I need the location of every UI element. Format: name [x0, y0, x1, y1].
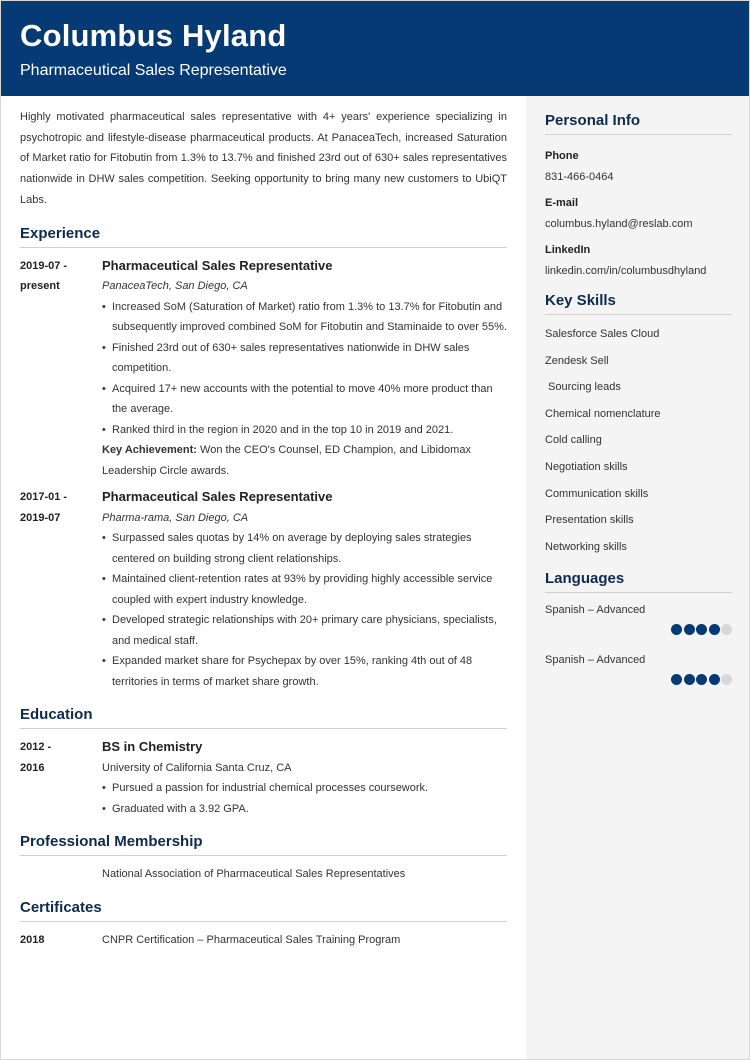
- language-name: Spanish – Advanced: [545, 654, 646, 666]
- entry-body: [102, 737, 507, 819]
- rating-dot-filled: [696, 674, 707, 685]
- membership-heading: Professional Membership: [20, 833, 507, 856]
- phone-value: 831-466-0464: [545, 171, 614, 183]
- entry-date-end: present: [20, 280, 60, 293]
- list-item: • Maintained client-retention rates at 93% by providing highly accessible service coupled with expert industry knowledge.: [102, 569, 507, 610]
- rating-dot-filled: [709, 674, 720, 685]
- degree: BS in Chemistry: [102, 739, 203, 755]
- languages-heading: Languages: [545, 570, 732, 593]
- list-item: • Graduated with a 3.92 GPA.: [102, 799, 507, 820]
- entry-date-start: 2017-01 -: [20, 491, 68, 504]
- language-item: [545, 654, 732, 690]
- entry-date-start: 2019-07 -: [20, 259, 68, 272]
- personal-info-section: [545, 112, 732, 282]
- skill-item: Sourcing leads: [545, 381, 621, 394]
- certificates-heading: Certificates: [20, 899, 507, 922]
- list-item: • Acquired 17+ new accounts with the potential to move 40% more product than the average.: [102, 379, 507, 420]
- entry-body: [102, 487, 507, 692]
- entry-bullets: [102, 297, 507, 441]
- candidate-name: Columbus Hyland: [20, 18, 287, 53]
- entry-role: Pharmaceutical Sales Representative: [102, 257, 333, 273]
- summary: Highly motivated pharmaceutical sales representative with 4+ years' experience specializing in psychotropic and lifestyle-disease pharmaceutical products. At PanaceaTech, increased Saturation of Market ratio for Fitobutin from 1.3% to 13.7% and finished 23rd out of 630+ sales representatives nationwide in DHW sales competition. Seeking opportunity to bring many new customers to UbiQT Labs.: [20, 111, 507, 206]
- rating-dot-empty: [721, 624, 732, 635]
- entry-role: Pharmaceutical Sales Representative: [102, 489, 333, 505]
- rating-dot-filled: [684, 624, 695, 635]
- entry-date: [20, 737, 95, 778]
- rating-dot-filled: [671, 674, 682, 685]
- experience-heading: Experience: [20, 225, 507, 248]
- languages-section: [545, 570, 732, 690]
- language-rating: [545, 672, 732, 690]
- certificate-entry: [20, 930, 507, 951]
- entry-date: [20, 487, 95, 528]
- rating-dot-filled: [671, 624, 682, 635]
- skill-item: Salesforce Sales Cloud: [545, 328, 660, 340]
- job-title: Pharmaceutical Sales Representative: [20, 62, 287, 79]
- skills-list: [545, 321, 732, 560]
- linkedin-value: linkedin.com/in/columbusdhyland: [545, 265, 707, 277]
- entry-org: PanaceaTech, San Diego, CA: [102, 280, 248, 293]
- skill-item: Chemical nomenclature: [545, 407, 661, 420]
- list-item: • Increased SoM (Saturation of Market) ratio from 1.3% to 13.7% for Fitobutin and subsequently improved combined SoM for Fitobutin and Staminaide to over 55%.: [102, 297, 507, 338]
- header-banner: [1, 1, 750, 96]
- entry-date-end: 2016: [20, 761, 45, 774]
- education-entry: [20, 737, 507, 819]
- list-item: • Expanded market share for Psychepax by over 15%, ranking 4th out of 48 territories in terms of market share growth.: [102, 651, 507, 692]
- skill-item: Zendesk Sell: [545, 354, 609, 367]
- certificate-year: 2018: [20, 933, 45, 946]
- main-column: [20, 107, 507, 950]
- list-item: • Surpassed sales quotas by 14% on average by deploying sales strategies centered on building strong client relationships.: [102, 528, 507, 569]
- list-item: • Finished 23rd out of 630+ sales representatives nationwide in DHW sales competition.: [102, 338, 507, 379]
- language-item: [545, 604, 732, 640]
- entry-bullets: [102, 778, 507, 819]
- rating-dot-filled: [709, 624, 720, 635]
- entry-bullets: [102, 528, 507, 692]
- membership-entry: [20, 864, 507, 885]
- skill-item: Networking skills: [545, 540, 627, 553]
- certificate-text: CNPR Certification – Pharmaceutical Sales Training Program: [102, 933, 401, 946]
- email-label: E-mail: [545, 197, 579, 209]
- rating-dot-empty: [721, 674, 732, 685]
- skills-section: [545, 292, 732, 560]
- skill-item: Negotiation skills: [545, 460, 628, 473]
- skills-heading: Key Skills: [545, 292, 732, 315]
- email-value: columbus.hyland@reslab.com: [545, 218, 693, 230]
- education-heading: Education: [20, 706, 507, 729]
- list-item: • Pursued a passion for industrial chemical processes coursework.: [102, 778, 507, 799]
- achievement-text: Won the CEO's Counsel, ED Champion, and Libidomax Leadership Circle awards.: [102, 444, 471, 477]
- membership-text: National Association of Pharmaceutical Sales Representatives: [102, 868, 406, 881]
- skill-item: Presentation skills: [545, 514, 634, 527]
- list-item: • Ranked third in the region in 2020 and in the top 10 in 2019 and 2021.: [102, 420, 507, 441]
- phone-label: Phone: [545, 150, 579, 162]
- linkedin-label: LinkedIn: [545, 244, 591, 256]
- language-name: Spanish – Advanced: [545, 604, 646, 616]
- skill-item: Communication skills: [545, 487, 649, 500]
- skill-item: Cold calling: [545, 434, 602, 447]
- experience-entry: [20, 256, 507, 482]
- entry-date-start: 2012 -: [20, 741, 52, 754]
- entry-date: [20, 256, 95, 297]
- entry-body: [102, 256, 507, 482]
- entry-date-end: 2019-07: [20, 511, 61, 524]
- achievement-label: Key Achievement:: [102, 444, 197, 457]
- rating-dot-filled: [684, 674, 695, 685]
- experience-entry: [20, 487, 507, 692]
- rating-dot-filled: [696, 624, 707, 635]
- language-rating: [545, 622, 732, 640]
- personal-info-heading: Personal Info: [545, 112, 732, 135]
- contact-list: [545, 146, 732, 282]
- list-item: • Developed strategic relationships with 20+ primary care physicians, specialists, and medical staff.: [102, 610, 507, 651]
- key-achievement: [102, 440, 507, 481]
- school: University of California Santa Cruz, CA: [102, 761, 292, 774]
- entry-org: Pharma-rama, San Diego, CA: [102, 511, 249, 524]
